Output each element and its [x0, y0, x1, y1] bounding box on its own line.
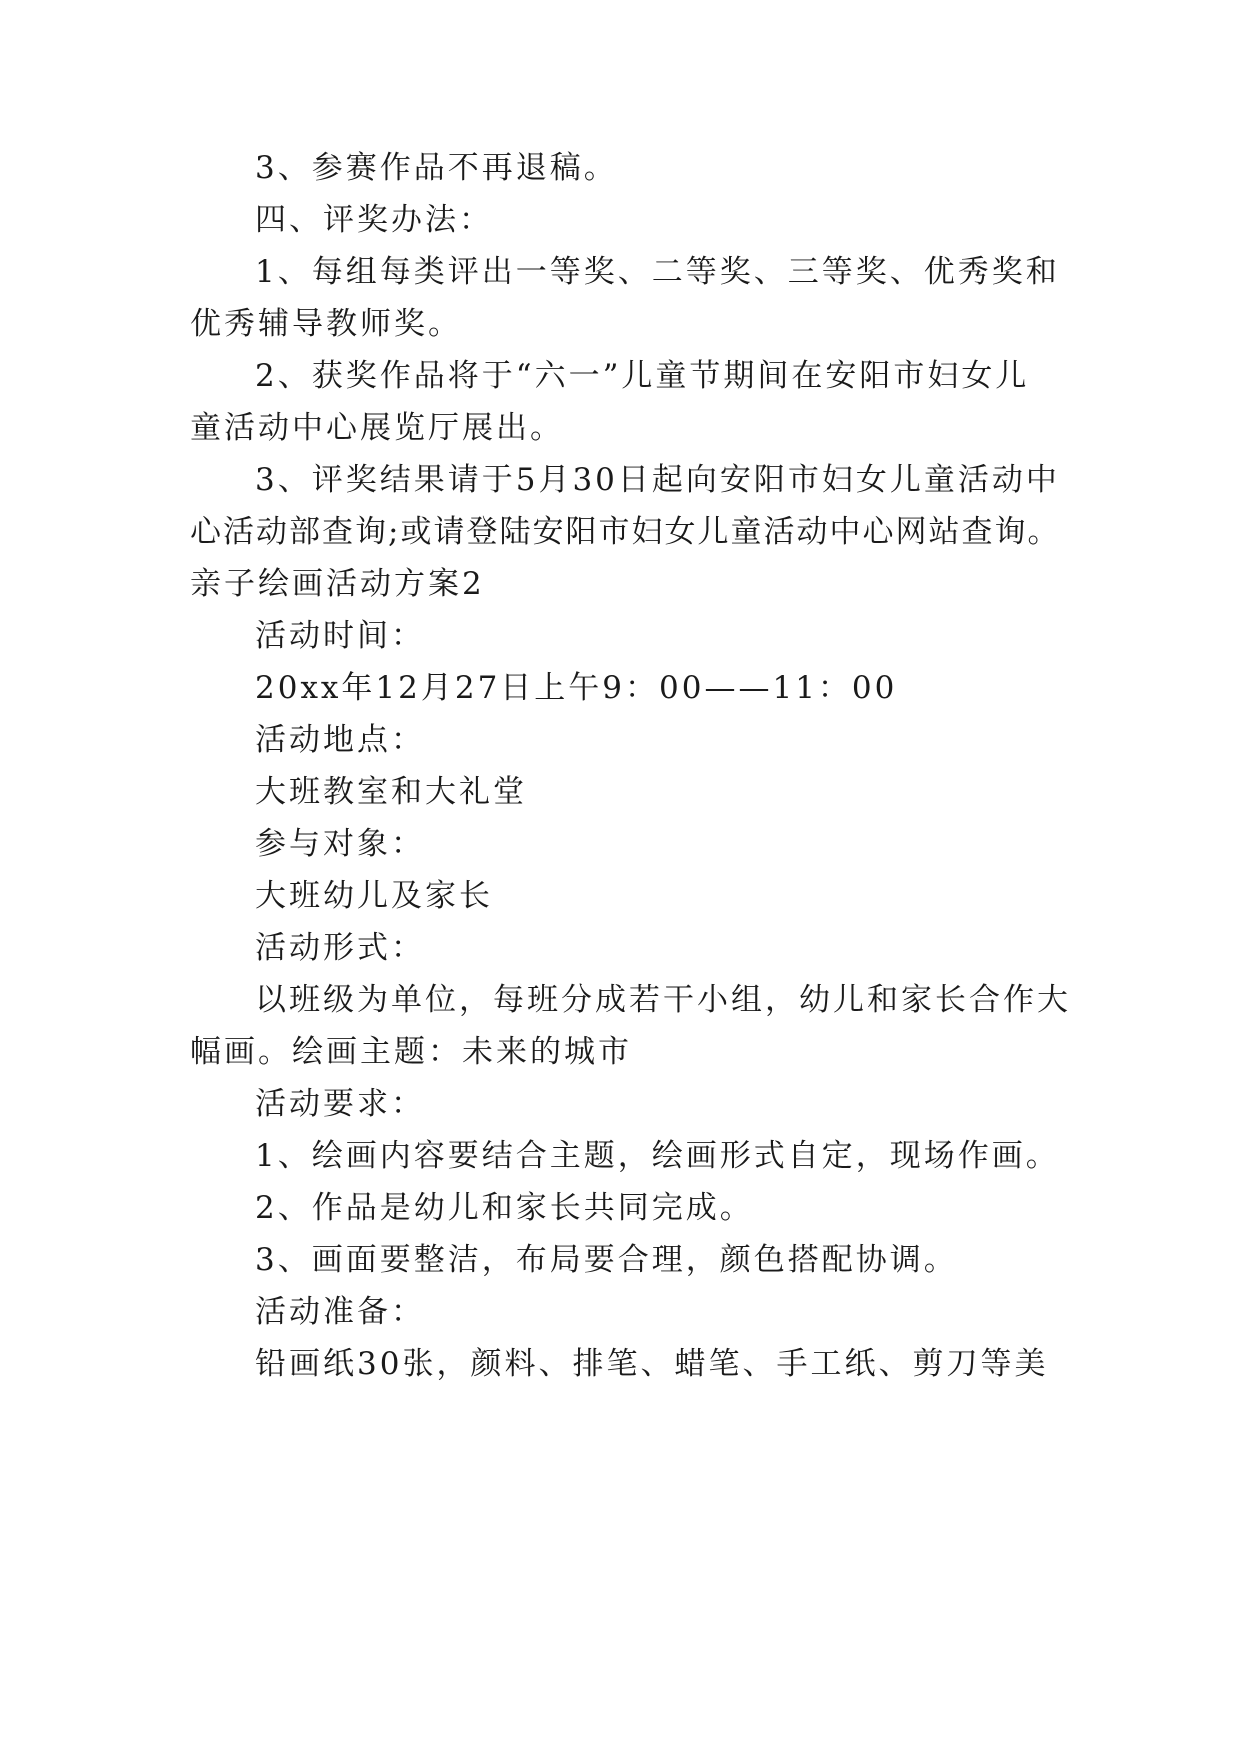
field-label: 参与对象： [255, 826, 425, 862]
paragraph-line: 2、获奖作品将于“六一”儿童节期间在安阳市妇女儿 [255, 358, 1030, 394]
paragraph-line: 1、每组每类评出一等奖、二等奖、三等奖、优秀奖和 [255, 254, 1060, 290]
list-item: 3、画面要整洁，布局要合理，颜色搭配协调。 [255, 1242, 958, 1278]
document-title: 亲子绘画活动方案2 [190, 566, 485, 602]
paragraph-line: 以班级为单位，每班分成若干小组，幼儿和家长合作大 [255, 982, 1071, 1018]
field-label: 活动准备： [255, 1294, 425, 1330]
field-label: 活动形式： [255, 930, 425, 966]
list-item: 2、作品是幼儿和家长共同完成。 [255, 1190, 754, 1226]
field-value: 大班教室和大礼堂 [255, 774, 527, 810]
field-value: 20xx年12月27日上午9：00——11：00 [255, 670, 898, 706]
field-label: 活动要求： [255, 1086, 425, 1122]
paragraph-line: 幅画。绘画主题：未来的城市 [190, 1034, 632, 1070]
section-heading: 四、评奖办法： [255, 202, 493, 238]
paragraph-line: 3、参赛作品不再退稿。 [255, 150, 618, 186]
paragraph-line: 童活动中心展览厅展出。 [190, 410, 564, 446]
paragraph-line: 优秀辅导教师奖。 [190, 306, 462, 342]
paragraph-line: 3、评奖结果请于5月30日起向安阳市妇女儿童活动中 [255, 462, 1060, 498]
paragraph-line: 铅画纸30张，颜料、排笔、蜡笔、手工纸、剪刀等美 [255, 1346, 1049, 1382]
field-label: 活动地点： [255, 722, 425, 758]
paragraph-line: 心活动部查询;或请登陆安阳市妇女儿童活动中心网站查询。 [190, 514, 1061, 550]
field-value: 大班幼儿及家长 [255, 878, 493, 914]
list-item: 1、绘画内容要结合主题，绘画形式自定，现场作画。 [255, 1138, 1060, 1174]
field-label: 活动时间： [255, 618, 425, 654]
